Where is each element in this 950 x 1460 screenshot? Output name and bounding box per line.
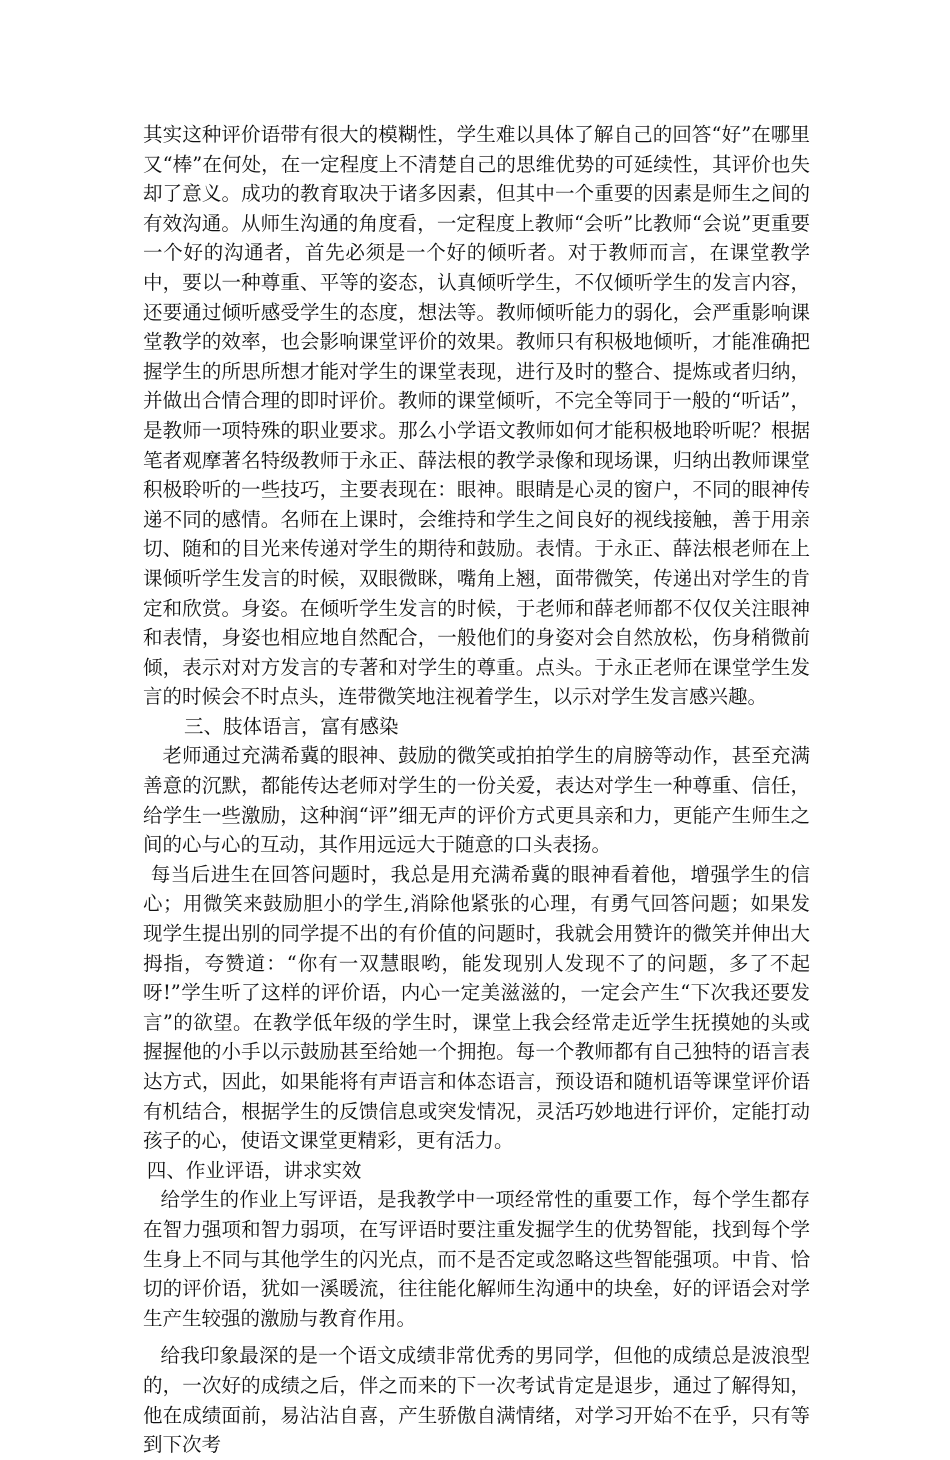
paragraph-encouragement-examples: 每当后进生在回答问题时，我总是用充满希冀的眼神看着他，增强学生的信心；用微笑来鼓励胆小的学生,消除他紧张的心理，有勇气回答问题；如果发现学生提出别的同学提不出的有价值的问题时，我就会用赞许的微笑并伸出大拇指，夸赞道：“你有一双慧眼哟，能发现别人发现不了的问题，多了不起呀!”学生听了这样的评价语，内心一定美滋滋的，一定会产生“下次我还要发言”的欲望。在教学低年级的学生时，课堂上我会经常走近学生抚摸她的头或握握他的小手以示鼓励甚至给她一个拥抱。每一个教师都有自己独特的语言表达方式，因此，如果能将有声语言和体态语言，预设语和随机语等课堂评价语有机结合，根据学生的反馈信息或突发情况，灵活巧妙地进行评价，定能打动孩子的心，使语文课堂更精彩，更有活力。 [143,862,810,1153]
paragraph-student-story: 给我印象最深的是一个语文成绩非常优秀的男同学，但他的成绩总是波浪型的，一次好的成绩之后，伴之而来的下一次考试肯定是退步，通过了解得知，他在成绩面前，易沾沾自喜，产生骄傲自满情绪，对学习开始不在乎，只有等到下次考 [143,1344,810,1457]
paragraph-homework-comments: 给学生的作业上写评语，是我教学中一项经常性的重要工作，每个学生都存在智力强项和智力弱项，在写评语时要注重发掘学生的优势智能，找到每个学生身上不同与其他学生的闪光点，而不是否定或忽略这些智能强项。中肯、恰切的评价语，犹如一溪暖流，往往能化解师生沟通中的块垒，好的评语会对学生产生较强的激励与教育作用。 [143,1188,810,1330]
heading-body-language: 三、肢体语言，富有感染 [183,714,399,738]
document-page [143,120,810,1460]
paragraph-listening: 其实这种评价语带有很大的模糊性，学生难以具体了解自己的回答“好”在哪里又“棒”在何处，在一定程度上不清楚自己的思维优势的可延续性，其评价也失却了意义。成功的教育取决于诸多因素，但其中一个重要的因素是师生之间的有效沟通。从师生沟通的角度看，一定程度上教师“会听”比教师“会说”更重要一个好的沟通者，首先必须是一个好的倾听者。对于教师而言，在课堂教学中，要以一种尊重、平等的姿态，认真倾听学生，不仅倾听学生的发言内容，还要通过倾听感受学生的态度，想法等。教师倾听能力的弱化，会严重影响课堂教学的效率，也会影响课堂评价的效果。教师只有积极地倾听，才能准确把握学生的所思所想才能对学生的课堂表现，进行及时的整合、提炼或者归纳，并做出合情合理的即时评价。教师的课堂倾听，不完全等同于一般的“听话”，是教师一项特殊的职业要求。那么小学语文教师如何才能积极地聆听呢？根据笔者观摩著名特级教师于永正、薛法根的教学录像和现场课，归纳出教师课堂积极聆听的一些技巧，主要表现在：眼神。眼睛是心灵的窗户，不同的眼神传递不同的感情。名师在上课时，会维持和学生之间良好的视线接触，善于用亲切、随和的目光来传递对学生的期待和鼓励。表情。于永正、薛法根老师在上课倾听学生发言的时候，双眼微眯，嘴角上翘，面带微笑，传递出对学生的肯定和欣赏。身姿。在倾听学生发言的时候，于老师和薛老师都不仅仅关注眼神和表情，身姿也相应地自然配合，一般他们的身姿对会自然放松，伤身稍微前倾，表示对对方发言的专著和对学生的尊重。点头。于永正老师在课堂学生发言的时候会不时点头，连带微笑地注视着学生，以示对学生发言感兴趣。 [143,123,810,709]
paragraph-body-language: 老师通过充满希冀的眼神、鼓励的微笑或拍拍学生的肩膀等动作，甚至充满善意的沉默，都能传达老师对学生的一份关爱，表达对学生一种尊重、信任，给学生一些激励，这种润“评”细无声的评价方式更具亲和力，更能产生师生之间的心与心的互动，其作用远远大于随意的口头表扬。 [143,744,810,857]
heading-homework-comments: 四、作业评语，讲求实效 [146,1158,362,1182]
